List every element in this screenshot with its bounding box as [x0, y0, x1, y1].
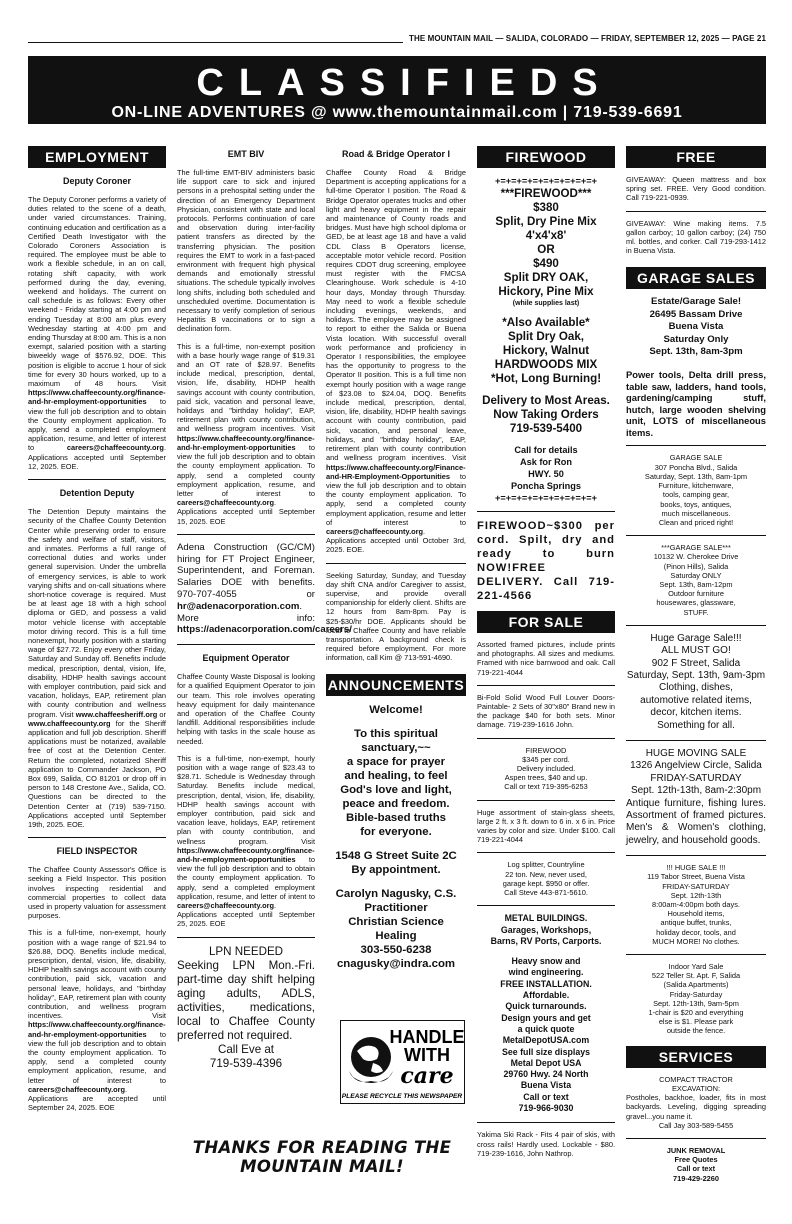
- equipment-link[interactable]: https://www.chaffeecounty.org/finance-and-hr-employment-opportunities: [177, 845, 315, 864]
- deputy-coroner-link[interactable]: https://www.chaffeecounty.org/finance-and-hr-employment-opportunities: [28, 388, 166, 407]
- garage-line: Saturday ONLY: [670, 570, 722, 580]
- garage-line: Huge Garage Sale!!!: [650, 632, 742, 644]
- handle-with-care-graphic: [341, 1021, 464, 1103]
- care-line-1: HANDLE: [389, 1027, 464, 1047]
- thanks-message: [172, 1138, 472, 1176]
- firewood-line: Split, Dry Pine Mix: [495, 215, 597, 228]
- announcement-title: Christian Science: [348, 915, 444, 928]
- garage-line: (Pinon Hills), Salida: [663, 561, 729, 571]
- thanks-line-1: THANKS FOR READING THE: [192, 1138, 452, 1157]
- firewood-line: Hickory, Pine Mix: [498, 285, 594, 298]
- services-line: COMPACT TRACTOR: [659, 1074, 733, 1084]
- emt-title: EMT BIV: [227, 149, 265, 159]
- emt-ad-2: This is a full-time, non-exempt position with a base hourly wage range of $19.31 and an OT rate of $28.97. Benefits include medical, prescription, dental, vision, life, disability, HDHP health savings account with county contribution, paid sick, vacation and personal leave, holidays and "birthday holiday", EAP, retirement plan with county contribution, and wellness program incentives. Visit https://www.chaffeecounty.org/finance-and-hr-employment-opportunities to view the full job description and to obtain the county employment application. To apply, send a completed county employment application, resume, and letter of interest to careers@chaffeecounty.org. Applications accepted until September 15, 2025. EOE: [177, 341, 315, 526]
- garage-line: housewares, glassware,: [656, 598, 736, 608]
- announcement-ad: [326, 703, 466, 971]
- garage-line: 1-chair is $20 and everything: [648, 1008, 744, 1018]
- firewood-line: Delivery to Most Areas.: [482, 394, 610, 407]
- road-bridge-title: Road & Bridge Operator I: [341, 149, 450, 159]
- firewood-line: Ask for Ron: [519, 457, 573, 467]
- free-heading: FREE: [626, 146, 766, 168]
- firewood-line: Call for details: [514, 445, 578, 455]
- equipment-ad-2: This is a full-time, non-exempt, hourly position with a wage range of $23.43 to $28.71. Schedule is Wednesday through Saturday. Benefits include medical, prescription, dental, vision, life, disability, HDHP health savings account with employer contribution, paid sick and vacation leave, holidays, EAP, retirement plan with county contribution, and wellness program. Visit https://www.chaffeecounty.org/finance-and-hr-employment-opportunities to view the full job description and to obtain the county employment application. To apply, send a completed employment application, resume, and letter of intent to careers@chaffeecounty.org. Applications accepted until September 25, 2025. EOE: [177, 753, 315, 929]
- metal-line: Call or text: [523, 1091, 569, 1102]
- adena-ad: Adena Construction (GC/CM) hiring for FT Project Engineer, Superintendent, and Foreman. Salaries DOE with benefits. 970-707-4055 or hr@adenacorporation.com. More info: https://adenacorporation.com/careers/: [177, 541, 352, 636]
- field-inspector-ad: The Chaffee County Assessor's Office is seeking a Field Inspector. This position involves inspecting residential and commercial properties to collect data used in property valuation for assessment purposes.: [28, 865, 166, 921]
- forsale-line: garage kept. $950 or offer.: [502, 878, 590, 888]
- forsale-ad-splitter: [477, 860, 615, 897]
- services-heading: SERVICES: [626, 1046, 766, 1068]
- firewood-ad: [477, 175, 615, 504]
- divider: [626, 211, 766, 212]
- divider: [626, 740, 766, 741]
- garage-line: antique buffet, trunks,: [660, 918, 732, 928]
- garage-line: 1326 Angelview Circle, Salida: [630, 760, 762, 772]
- firewood-line: ***FIREWOOD***: [500, 187, 592, 200]
- firewood-line: *Also Available*: [502, 316, 590, 329]
- lpn-body: Seeking LPN Mon.-Fri. part-time day shift helping aging adults, ADLS, activities, medications, local to Chaffee County preferred not required.: [177, 958, 315, 1042]
- field-inspector-ad-2: This is a full-time, non-exempt, hourly position with a wage range of $21.94 to $26.88, DOQ. Benefits include medical, prescription, dental, vision, life, disability, HDHP health savings account with county contribution, paid sick, vacation and personal leave, holidays, and "birthday holiday", EAP, retirement plan with county contribution, and wellness program incentives. Visit https://www.chaffeecounty.org/finance-and-hr-employment-opportunities to view the full job description and to obtain the county employment application. To apply, send a completed county employment application, resume, and letter of interest to careers@chaffeecounty.org. Applications are accepted until September 24, 2025. EOE: [28, 928, 166, 1113]
- divider: [477, 511, 615, 512]
- garage-line: Indoor Yard Sale: [668, 962, 724, 972]
- firewood-phone: 719-539-5400: [509, 422, 583, 435]
- garage-line: Sept. 12th-13th, 9am-5pm: [653, 998, 739, 1008]
- equipment-ad: Chaffee County Waste Disposal is looking for a qualified Equipment Operator to join our team. This role involves operating heavy equipment for daily maintenance and operation of the Chaffee County landfill. Additional responsibilities include helping with tasks in the scale house as needed.: [177, 672, 315, 746]
- firewood-border: +=+=+=+=+=+=+=+=+=+: [495, 176, 597, 186]
- announcement-name: Carolyn Nagusky, C.S.: [335, 887, 457, 900]
- announcement-line: Bible-based truths: [346, 811, 446, 824]
- garage-line: tools, camping gear,: [662, 490, 730, 500]
- services-line: JUNK REMOVAL: [666, 1145, 726, 1155]
- globe-hands-icon: [349, 1037, 393, 1083]
- garage-line: Furniture, kitchenware,: [658, 481, 734, 491]
- divider: [626, 855, 766, 856]
- classifieds-banner: [28, 56, 766, 124]
- lpn-contact-1: Call Eve at: [217, 1042, 275, 1056]
- firewood-line: *Hot, Long Burning!: [490, 372, 602, 385]
- garage-line: Saturday, Sept. 13th, 8am-1pm: [644, 471, 748, 481]
- garage-line: decor, kitchen items.: [650, 707, 742, 719]
- garage-line: automotive related items,: [640, 694, 752, 706]
- garage-line: Clean and priced right!: [658, 517, 734, 527]
- forsale-ad-pictures: Assorted framed pictures, include prints and photographs. All sizes and mediums. Framed with nice barnwood and oak. Call 719-221-4044: [477, 640, 615, 677]
- metal-line: Heavy snow and: [511, 956, 581, 967]
- metal-line: See full size displays: [501, 1046, 590, 1057]
- metal-line: Barns, RV Ports, Carports.: [490, 935, 602, 946]
- metal-line: METAL BUILDINGS.: [504, 913, 588, 924]
- garage-line: MUCH MORE! No clothes.: [652, 936, 740, 946]
- detention-deputy-title: Detention Deputy: [59, 488, 135, 499]
- services-line: Call or text: [676, 1164, 716, 1174]
- metal-line: Buena Vista: [520, 1080, 572, 1091]
- divider: [477, 800, 615, 801]
- lpn-contact-2: 719-539-4396: [209, 1056, 283, 1070]
- announcement-line: a space for prayer: [346, 755, 446, 768]
- garage-line: GARAGE SALE: [669, 453, 723, 463]
- garage-line: ALL MUST GO!: [661, 645, 731, 657]
- cna-ad: Seeking Saturday, Sunday, and Tuesday day shift CNA and/or Caregiver to assist, supervise, and provide overall companionship for elderly client. Shifts are 12 hours from 8am-8pm. Pay is $25-$30/hr DOE. Applicants should be local to Chaffee County and have reliable transportation. A background check is required before employment. For more information, call Kim @ 713-591-4690.: [326, 570, 466, 663]
- forsale-line: $345 per cord.: [522, 754, 570, 764]
- field-inspector-title: FIELD INSPECTOR: [56, 846, 138, 857]
- column-5: [626, 146, 766, 1183]
- firewood-line: 4'x4'x8': [525, 229, 567, 242]
- garage-line: Buena Vista: [668, 321, 724, 333]
- column-4: [477, 146, 615, 1166]
- garage-line: STUFF.: [683, 607, 709, 617]
- emt-email[interactable]: careers@chaffeecounty.org: [177, 498, 275, 508]
- services-phone: 719-429-2260: [672, 1173, 720, 1183]
- divider: [626, 1138, 766, 1139]
- garage-line: 902 F Street, Salida: [651, 657, 741, 669]
- announcement-title: Healing: [375, 929, 417, 942]
- divider: [477, 905, 615, 906]
- divider: [28, 837, 166, 838]
- garage-line: else is $1. Please park: [658, 1017, 734, 1027]
- divider: [477, 852, 615, 853]
- services-ad-junk: [626, 1146, 766, 1183]
- firewood-line: Now Taking Orders: [493, 408, 599, 421]
- announcement-line: To this spiritual: [354, 727, 438, 740]
- metal-line: FREE INSTALLATION.: [500, 978, 592, 989]
- announcement-line: for everyone.: [360, 825, 432, 838]
- services-desc: Postholes, backhoe, loader, fits in most backyards. Leveling, digging spreading gravel...you name it.: [626, 1093, 766, 1121]
- garage-ad-cherokee: [626, 543, 766, 617]
- forsale-ad-skirack: Yakima Ski Rack - Fits 4 pair of skis, with cross rails! Hardly used. Lockable - $80. 719-239-1616, John Nathrop.: [477, 1130, 615, 1158]
- garage-ad-indoor: [626, 962, 766, 1036]
- garage-line: outside the fence.: [666, 1026, 726, 1036]
- divider: [477, 738, 615, 739]
- deputy-coroner-ad: The Deputy Coroner performs a variety of duties related to the scene of a death, under varied circumstances. Training, continuing education and certification as a Certified Death Investigator with the Colorado Coroners Association is required. The employee must be able to work a flexible schedule, in an on call, rotating shift capacity, with work performed during the day, evening, weekend and holidays. The current on call schedule is as follows: Every other weekend - Friday starting at 4:00 pm and ending Tuesday at 8:00 am plus every Wednesday starting at 4:00 pm and ending Thursday at 8:00 am. This is a non exempt, salaried position with a starting biweekly wage of $576.92, DOE. This position is eligible to accrue 1 hour of sick time for every 30 hours worked, up to a maximum of 48 hours. Visit https://www.chaffeecounty.org/finance-and-hr-employment-opportunities to view the full job description and to obtain the County employment application. To apply, send a completed employment application, resume, and letter of interest to careers@chaffeecounty.org. Applications accepted until September 12, 2025. EOE.: [28, 195, 166, 471]
- garage-line: Friday-Saturday: [669, 989, 723, 999]
- divider: [28, 479, 166, 480]
- announcement-line: and healing, to feel: [344, 769, 448, 782]
- forsale-line: 22 ton. New, never used,: [505, 869, 587, 879]
- care-line-3: care: [400, 1063, 454, 1089]
- forsale-line: Delivery included.: [516, 764, 576, 774]
- metal-line: Metal Depot USA: [510, 1057, 582, 1068]
- road-bridge-link[interactable]: https://www.chaffeecounty.org/Finance-and-HR-Employment-Opportunities: [326, 462, 466, 481]
- garage-line: 522 Teller St. Apt. F, Salida: [651, 971, 741, 981]
- garage-desc: Antique furniture, fishing lures. Assortment of framed pictures. Men's & Women's clothing, jewelry, and household goods.: [626, 797, 766, 846]
- announcement-line: peace and freedom.: [342, 797, 450, 810]
- garage-line: Outdoor furniture: [668, 589, 724, 599]
- lpn-title: LPN NEEDED: [208, 944, 284, 958]
- forsale-ad-metal: [477, 913, 615, 1114]
- garage-line: holiday decor, tools, and: [656, 927, 736, 937]
- garage-line: ***GARAGE SALE***: [661, 543, 731, 553]
- forsale-line: Call or text 719-395-6253: [504, 782, 588, 792]
- firewood-line: Poncha Springs: [511, 481, 581, 491]
- garage-line: !!! HUGE SALE !!!: [666, 863, 726, 873]
- metal-phone: 719-966-9030: [518, 1103, 574, 1114]
- firewood-line: OR: [537, 243, 555, 256]
- garage-ad-estate: [626, 296, 766, 438]
- forsale-heading: FOR SALE: [477, 611, 615, 633]
- services-phone: Call Jay 303-589-5455: [658, 1120, 734, 1130]
- county-link[interactable]: www.chaffeecounty.org: [28, 718, 111, 728]
- emt-ad: The full-time EMT-BIV administers basic life support care to sick and injured persons in a prehospital setting under the direction of an Emergency Department Physician, consistent with state and local protocols. Performs continuation of care and observation during inter-facility patient transfers as directed by the transferring physician. The position requires the EMT to work in a fast-paced environment with frequent high physical demands and emotionally stressful situations. The schedule typically involves long shifts, including both scheduled and unscheduled overtime. Documentation is necessary to verify completion of serious Hepatitis B vaccinations or to sign a declination form.: [177, 168, 315, 334]
- field-inspector-link[interactable]: https://www.chaffeecounty.org/finance-and-hr-employment-opportunities: [28, 1020, 166, 1039]
- garage-line: HUGE MOVING SALE: [645, 747, 747, 759]
- metal-line: wind engineering.: [508, 967, 584, 978]
- metal-line: Affordable.: [522, 990, 570, 1001]
- announcement-address: 1548 G Street Suite 2C: [335, 849, 457, 862]
- column-3: [326, 146, 466, 971]
- announcement-line: God's love and light,: [340, 783, 452, 796]
- metal-line: a quick quote: [517, 1023, 575, 1034]
- firewood-heading: FIREWOOD: [477, 146, 615, 168]
- garage-ad-poncha: [626, 453, 766, 527]
- announcement-title: Practitioner: [364, 901, 428, 914]
- equipment-title: Equipment Operator: [202, 653, 290, 664]
- forsale-line: Log splitter, Countryline: [507, 860, 585, 870]
- firewood-line: HARDWOODS MIX: [494, 358, 598, 371]
- firewood-line: Split Dry Oak,: [507, 330, 585, 343]
- firewood-line: Split DRY OAK,: [503, 271, 589, 284]
- adena-link[interactable]: https://adenacorporation.com/careers/: [177, 624, 352, 636]
- garage-line: FRIDAY-SATURDAY: [650, 772, 742, 784]
- page-header: THE MOUNTAIN MAIL — SALIDA, COLORADO — FRIDAY, SEPTEMBER 12, 2025 — PAGE 21: [403, 34, 766, 43]
- garage-line: much miscellaneous.: [661, 508, 731, 518]
- care-caption: PLEASE RECYCLE THIS NEWSPAPER: [341, 1093, 463, 1100]
- forsale-ad-glass: Huge assortment of stain-glass sheets, large 2 ft. x 3 ft. down to 6 in. x 6 in. Price varies by color and size. Under $100. Call 719-221-4044: [477, 807, 615, 845]
- divider: [326, 563, 466, 564]
- garage-line: (Salida Apartments): [663, 980, 729, 990]
- divider: [626, 445, 766, 446]
- announcement-welcome: Welcome!: [369, 703, 423, 716]
- garage-line: 10132 W. Cherokee Drive: [653, 552, 739, 562]
- firewood-line: (while supplies last): [512, 300, 580, 307]
- care-line-2: WITH: [404, 1045, 450, 1065]
- free-ad-wine: GIVEAWAY: Wine making items. 7.5 gallon carboy; 10 gallon carboy; (24) 750 ml. bottles, and corker. Call 719-293-1412 in Buena Vista.: [626, 218, 766, 256]
- emt-link[interactable]: https://www.chaffeecounty.org/finance-and-hr-employment-opportunities: [177, 433, 315, 452]
- lpn-ad: [177, 945, 315, 1071]
- deputy-coroner-title: Deputy Coroner: [62, 176, 131, 186]
- divider: [477, 1122, 615, 1123]
- garage-line: 26495 Bassam Drive: [649, 308, 743, 320]
- garage-ad-moving: [626, 748, 766, 847]
- sheriff-link[interactable]: www.chaffeesheriff.org: [75, 709, 158, 719]
- garage-line: Something for all.: [657, 719, 735, 731]
- services-ad-tractor: [626, 1075, 766, 1130]
- divider: [626, 954, 766, 955]
- garage-line: Clothing, dishes,: [659, 682, 733, 694]
- divider: [477, 685, 615, 686]
- divider: [177, 937, 315, 938]
- garage-line: 8:00am-4:00pm both days.: [652, 900, 740, 910]
- divider: [177, 644, 315, 645]
- banner-title: CLASSIFIEDS: [196, 62, 613, 104]
- free-ad-mattress: GIVEAWAY: Queen mattress and box spring set. FREE. Very Good condition. Call 719-221-0939.: [626, 175, 766, 203]
- equipment-email[interactable]: careers@chaffeecounty.org: [177, 900, 275, 910]
- firewood-border: +=+=+=+=+=+=+=+=+=+: [495, 493, 597, 503]
- announcement-phone: 303-550-6238: [360, 943, 432, 956]
- garage-line: Saturday, Sept. 13th, 9am-3pm: [626, 669, 766, 681]
- firewood-line: Hickory, Walnut: [502, 344, 590, 357]
- road-bridge-email[interactable]: careers@chaffeecounty.org: [326, 526, 424, 536]
- divider: [626, 535, 766, 536]
- services-line: Free Quotes: [674, 1155, 718, 1165]
- deputy-coroner-email[interactable]: careers@chaffeecounty.org: [66, 443, 164, 453]
- garage-line: Household items,: [667, 909, 725, 919]
- firewood-ad-2: FIREWOOD~$300 per cord. Spilt, dry and ready to burn NOW!FREE DELIVERY. Call 719-221-4566: [477, 520, 615, 602]
- garage-line: Saturday Only: [663, 333, 729, 345]
- garage-line: Estate/Garage Sale!: [650, 296, 742, 308]
- forsale-line: FIREWOOD: [525, 745, 567, 755]
- services-line: EXCAVATION:: [671, 1083, 721, 1093]
- employment-heading: EMPLOYMENT: [28, 146, 166, 168]
- forsale-line: Call Steve 443-871-5610.: [504, 888, 588, 898]
- forsale-ad-firewood: [477, 746, 615, 792]
- garage-line: FRIDAY-SATURDAY: [662, 881, 730, 891]
- metal-line: Design yours and get: [501, 1012, 591, 1023]
- forsale-line: Aspen trees, $40 and up.: [504, 773, 588, 783]
- adena-email[interactable]: hr@adenacorporation.com: [177, 600, 300, 612]
- garage-ad-tabor: [626, 863, 766, 946]
- garage-desc: Power tools, Delta drill press, table saw, ladders, hand tools, gardening/camping stuff, hutch, large wooden shelving unit, LOTS of miscellaneous items.: [626, 368, 766, 438]
- divider: [177, 534, 315, 535]
- detention-deputy-ad: The Detention Deputy maintains the security of the Chaffee County Detention Center while preserving order to ensure the safety and welfare of staff, visitors, and inmates. Performs a full range of correctional duties and works under general supervision. Under the umbrella of emergency services, is able to work varying shifts and on-call situations where short-notice coverage is required. Must be at least age 18 with a high school diploma or GED, and possess a valid motor vehicle license with acceptable motor driving record. This is a full time nonexempt, hourly position with a starting wage of $27.72. Enjoy every other Friday, Saturday and Sunday off. Benefits include medical, prescription, dental, vision, life, disability, HDHP health savings account with employer contribution, paid sick and vacation, holidays, EAP, retirement plan with county contribution and wellness program. Visit www.chaffeesheriff.org or www.chaffeecounty.org for the Sheriff application and full job description. Sheriff applications must be notarized, available free of cost at the Detention Center. Return the completed, notarized Sheriff application to Commander Jackson, PO Box 699, Salida, CO 81201 or drop off in person to 148 Crestone Ave., Salida, CO. Questions can be directed to the Detention Center at (719) 539-7150. Applications accepted until September 19th, 2025. EOE.: [28, 507, 166, 829]
- field-inspector-email[interactable]: careers@chaffeecounty.org: [28, 1084, 126, 1094]
- announcement-appointment: By appointment.: [351, 863, 441, 876]
- garage-line: Sept. 12th-13th: [670, 890, 722, 900]
- column-2: [177, 146, 352, 1071]
- banner-subtitle: ON-LINE ADVENTURES @ www.themountainmail.com | 719-539-6691: [111, 104, 683, 121]
- column-1: [28, 146, 166, 1120]
- divider: [626, 625, 766, 626]
- announcement-email[interactable]: cnagusky@indra.com: [336, 957, 456, 970]
- garage-line: 307 Poncha Blvd., Salida: [654, 462, 738, 472]
- forsale-ad-doors: Bi-Fold Solid Wood Full Louver Doors- Paintable- 2 Sets of 30"x80" Brand new in the package $40 for both sets. Minor damage. 719-239-1616 John.: [477, 692, 615, 730]
- garage-line: Sept. 13th, 8am-3pm: [649, 346, 743, 358]
- garage-line: 119 Tabor Street, Buena Vista: [647, 872, 745, 882]
- metal-line: Quick turnarounds.: [505, 1001, 587, 1012]
- metal-line: 29760 Hwy. 24 North: [503, 1069, 589, 1080]
- firewood-line: $380: [533, 201, 559, 214]
- announcement-line: sanctuary,~~: [361, 741, 431, 754]
- road-bridge-ad: Chaffee County Road & Bridge Department is accepting applications for a full-time Operator I position. The Road & Bridge Operator operates trucks and other light and heavy equipment in the repair and maintenance of County roads and bridges. Must have high school diploma or GED, be at least age 18 and have a valid CDL Class B Operators license, acceptable motor vehicle record. Position requires CDOT drug screening, employee must register with the FMCSA Clearinghouse. Work schedule is 4-10 hour days, Monday through Thursday. May need to work a flexible schedule including evenings, weekends, and holidays. The employee may be assigned to report to either the Salida or Buena Vista location. With successful overall work performance and proficiency in Operator I responsibilities, the employee has the opportunity to progress to the Operator II position. This is a full time non exempt hourly position with a wage range of $23.08 to $24.04, DOQ. Benefits include medical, prescription, dental, vision, life, disability, HDHP health savings account with county contribution, paid sick, vacation, and personal leave, holidays, and "birthday holiday", EAP, retirement plan with county contribution and wellness program incentives. Visit https://www.chaffeecounty.org/Finance-and-HR-Employment-Opportunities to view the full job description and to obtain the county employment application. To apply, send a completed county employment application, resume and letter of interest to careers@chaffeecounty.org. Applications accepted until October 3rd, 2025. EOE.: [326, 168, 466, 555]
- garage-line: books, toys, antiques,: [660, 499, 732, 509]
- firewood-line: $490: [533, 257, 559, 270]
- metal-line: Garages, Workshops,: [500, 924, 592, 935]
- firewood-line: HWY. 50: [528, 469, 564, 479]
- announcements-heading: ANNOUNCEMENTS: [326, 674, 466, 696]
- garage-heading: GARAGE SALES: [626, 267, 766, 289]
- metal-link[interactable]: MetalDepotUSA.com: [502, 1035, 590, 1046]
- garage-ad-fstreet: [626, 633, 766, 732]
- recycle-notice: [340, 1020, 465, 1104]
- garage-line: Sept. 12th-13th, 8am-2:30pm: [630, 785, 762, 797]
- thanks-line-2: MOUNTAIN MAIL!: [240, 1157, 404, 1176]
- garage-line: Sept. 13th, 8am-12pm: [659, 579, 733, 589]
